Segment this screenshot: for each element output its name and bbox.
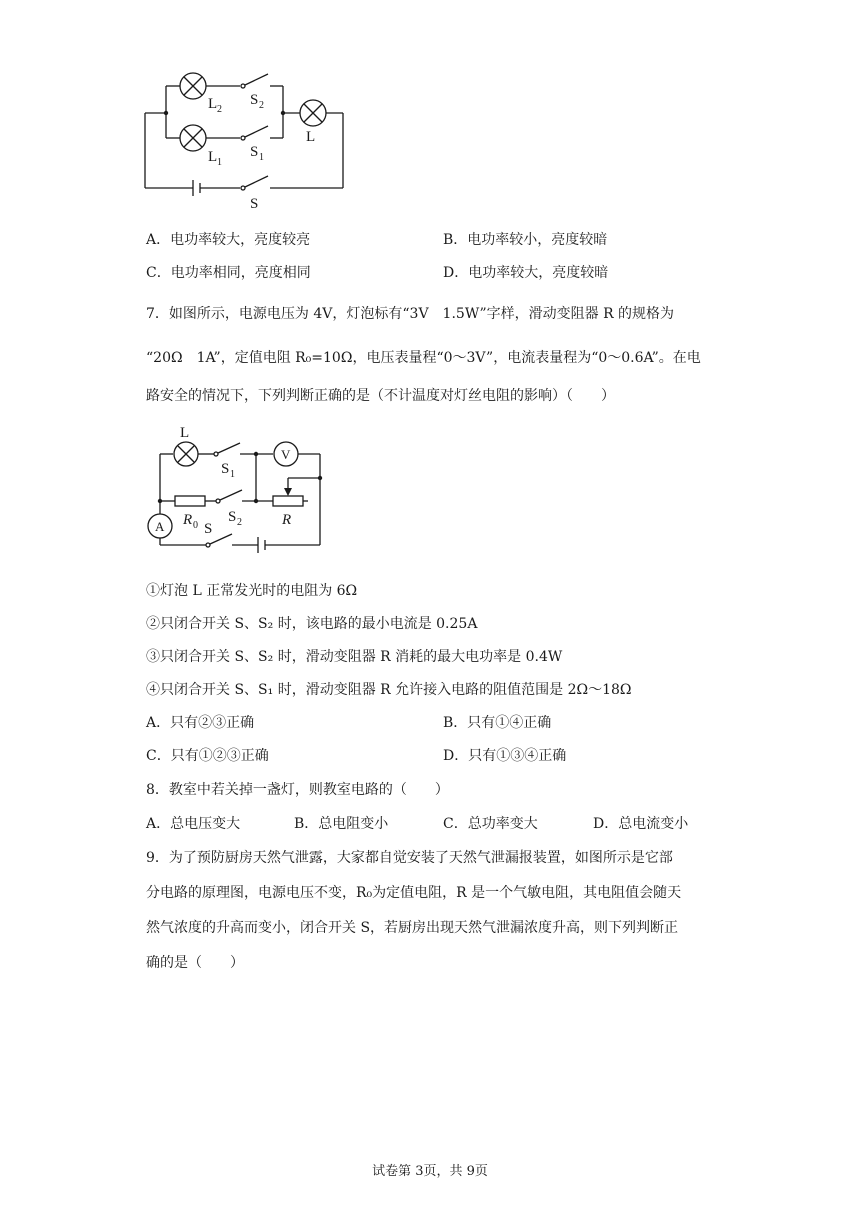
label-S2: S [228, 509, 237, 525]
label-L: L [306, 129, 316, 145]
q7-stem-line-1: 7．如图所示，电源电压为 4V，灯泡标有“3V 1.5W”字样，滑动变阻器 R 的规格为 [146, 306, 675, 322]
q7-statement-3: ③只闭合开关 S、S₂ 时，滑动变阻器 R 消耗的最大电功率是 0.4W [146, 649, 563, 665]
label-L2: L [208, 96, 218, 112]
circuit-diagram-1-svg [140, 66, 355, 216]
q9-stem-line-2: 分电路的原理图，电源电压不变，R₀为定值电阻，R 是一个气敏电阻，其电阻值会随天 [146, 885, 682, 901]
q6-option-c: C．电功率相同，亮度相同 [146, 265, 311, 281]
q7-option-c: C．只有①②③正确 [146, 748, 269, 764]
q7-option-b: B．只有①④正确 [443, 715, 552, 731]
label-S1-sub: 1 [230, 469, 235, 480]
label-L: L [180, 425, 190, 441]
q7-statement-1: ①灯泡 L 正常发光时的电阻为 6Ω [146, 583, 358, 599]
q8-option-a: A．总电压变大 [146, 816, 241, 832]
label-S: S [250, 196, 259, 212]
label-S2: S [250, 92, 259, 108]
label-R0-sub: 0 [193, 520, 198, 531]
label-R0: R [183, 512, 193, 528]
label-L2-sub: 2 [217, 104, 222, 115]
q6-option-b: B．电功率较小，亮度较暗 [443, 232, 608, 248]
q6-option-a: A．电功率较大，亮度较亮 [146, 232, 311, 248]
q6-option-d: D．电功率较大，亮度较暗 [443, 265, 609, 281]
q8-stem: 8．教室中若关掉一盏灯，则教室电路的（ ） [146, 782, 449, 798]
circuit-diagram-1 [140, 66, 355, 216]
label-S2-sub: 2 [259, 100, 264, 111]
page-footer: 试卷第 3页，共 9页 [372, 1164, 488, 1179]
q7-stem-line-2: “20Ω 1A”，定值电阻 R₀=10Ω，电压表量程“0～3V”，电流表量程为“0～0.6A”。在电 [146, 350, 701, 366]
q8-option-d: D．总电流变小 [593, 816, 689, 832]
label-S1: S [250, 144, 259, 160]
label-ammeter-A: A [155, 519, 165, 534]
circuit-diagram-2 [140, 418, 330, 558]
q8-option-b: B．总电阻变小 [294, 816, 389, 832]
label-S1-sub: 1 [259, 152, 264, 163]
q7-option-a: A．只有②③正确 [146, 715, 255, 731]
q8-option-c: C．总功率变大 [443, 816, 538, 832]
q7-statement-2: ②只闭合开关 S、S₂ 时，该电路的最小电流是 0.25A [146, 616, 478, 632]
q9-stem-line-3: 然气浓度的升高而变小，闭合开关 S，若厨房出现天然气泄漏浓度升高，则下列判断正 [146, 920, 679, 936]
label-voltmeter-V: V [281, 447, 291, 462]
q7-stem-line-3: 路安全的情况下，下列判断正确的是（不计温度对灯丝电阻的影响）（ ） [146, 388, 615, 404]
label-L1-sub: 1 [217, 157, 222, 168]
q9-stem-line-1: 9．为了预防厨房天然气泄露，大家都自觉安装了天然气泄漏报装置，如图所示是它部 [146, 850, 673, 866]
label-S1: S [221, 461, 230, 477]
label-S2-sub: 2 [237, 517, 242, 528]
q7-statement-4: ④只闭合开关 S、S₁ 时，滑动变阻器 R 允许接入电路的阻值范围是 2Ω～18Ω [146, 682, 632, 698]
circuit-diagram-2-svg [140, 418, 330, 558]
label-R: R [282, 512, 292, 528]
label-S: S [204, 521, 213, 537]
label-L1: L [208, 149, 218, 165]
q7-option-d: D．只有①③④正确 [443, 748, 567, 764]
q9-stem-line-4: 确的是（ ） [146, 955, 244, 971]
